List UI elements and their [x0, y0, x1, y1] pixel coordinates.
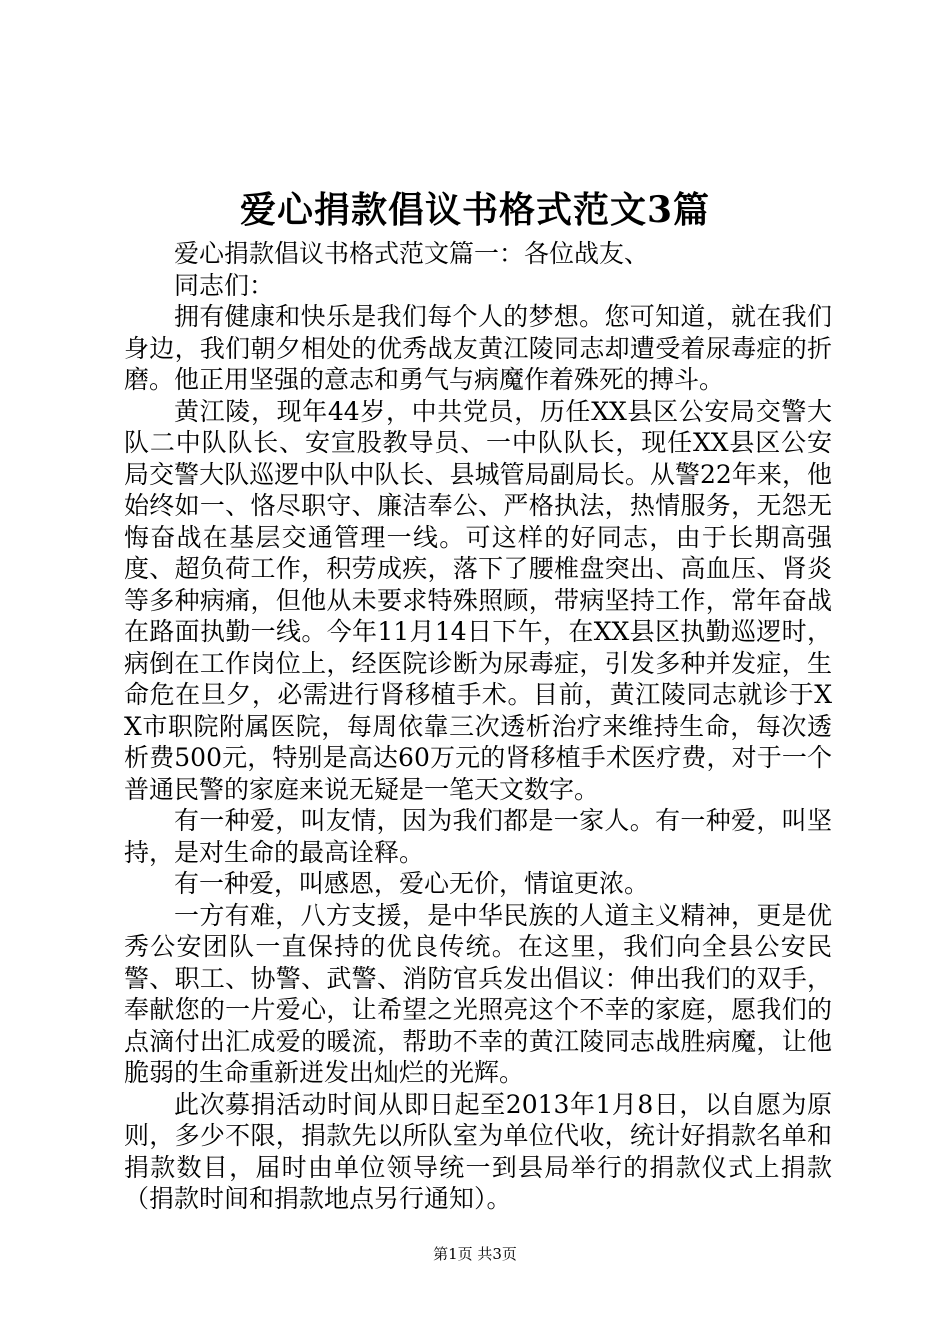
- salutation-line: 爱心捐款倡议书格式范文篇一：各位战友、: [174, 239, 650, 268]
- salutation-recipients: 同志们：: [174, 270, 275, 300]
- page-number-footer: 第1页 共3页: [433, 1245, 517, 1263]
- body-paragraph: 此次募捐活动时间从即日起至2013年1月8日，以自愿为原则，多少不限，捐款先以所队室为单位代收，统计好捐款名单和捐款数目，届时由单位领导统一到县局举行的捐款仪式上捐款（捐款时间和捐款地点另行通知）。: [124, 1089, 832, 1213]
- body-paragraph: 黄江陵，现年44岁，中共党员，历任XX县区公安局交警大队二中队队长、安宣股教导员、一中队队长，现任XX县区公安局交警大队巡逻中队中队长、县城管局副局长。从警22年来，他始终如一、恪尽职守、廉洁奉公、严格执法，热情服务，无怨无悔奋战在基层交通管理一线。可这样的好同志，由于长期高强度、超负荷工作，积劳成疾，落下了腰椎盘突出、高血压、肾炎等多种病痛，但他从未要求特殊照顾，带病坚持工作，常年奋战在路面执勤一线。今年11月14日下午，在XX县区执勤巡逻时，病倒在工作岗位上，经医院诊断为尿毒症，引发多种并发症，生命危在旦夕，必需进行肾移植手术。目前，黄江陵同志就诊于XX市职院附属医院，每周依靠三次透析治疗来维持生命，每次透析费500元，特别是高达60万元的肾移植手术医疗费，对于一个普通民警的家庭来说无疑是一笔天文数字。: [124, 396, 832, 804]
- body-paragraph: 拥有健康和快乐是我们每个人的梦想。您可知道，就在我们身边，我们朝夕相处的优秀战友黄江陵同志却遭受着尿毒症的折磨。他正用坚强的意志和勇气与病魔作着殊死的搏斗。: [124, 302, 832, 394]
- body-paragraph: 有一种爱，叫友情，因为我们都是一家人。有一种爱，叫坚持，是对生命的最高诠释。: [124, 806, 832, 867]
- document-title: 爱心捐款倡议书格式范文3篇: [239, 189, 711, 231]
- body-paragraph: 一方有难，八方支援，是中华民族的人道主义精神，更是优秀公安团队一直保持的优良传统。在这里，我们向全县公安民警、职工、协警、武警、消防官兵发出倡议：伸出我们的双手，奉献您的一片爱心，让希望之光照亮这个不幸的家庭，愿我们的点滴付出汇成爱的暖流，帮助不幸的黄江陵同志战胜病魔，让他脆弱的生命重新迸发出灿烂的光辉。: [124, 900, 832, 1087]
- document-body: [124, 238, 832, 1215]
- body-paragraph: 有一种爱，叫感恩，爱心无价，情谊更浓。: [174, 869, 650, 898]
